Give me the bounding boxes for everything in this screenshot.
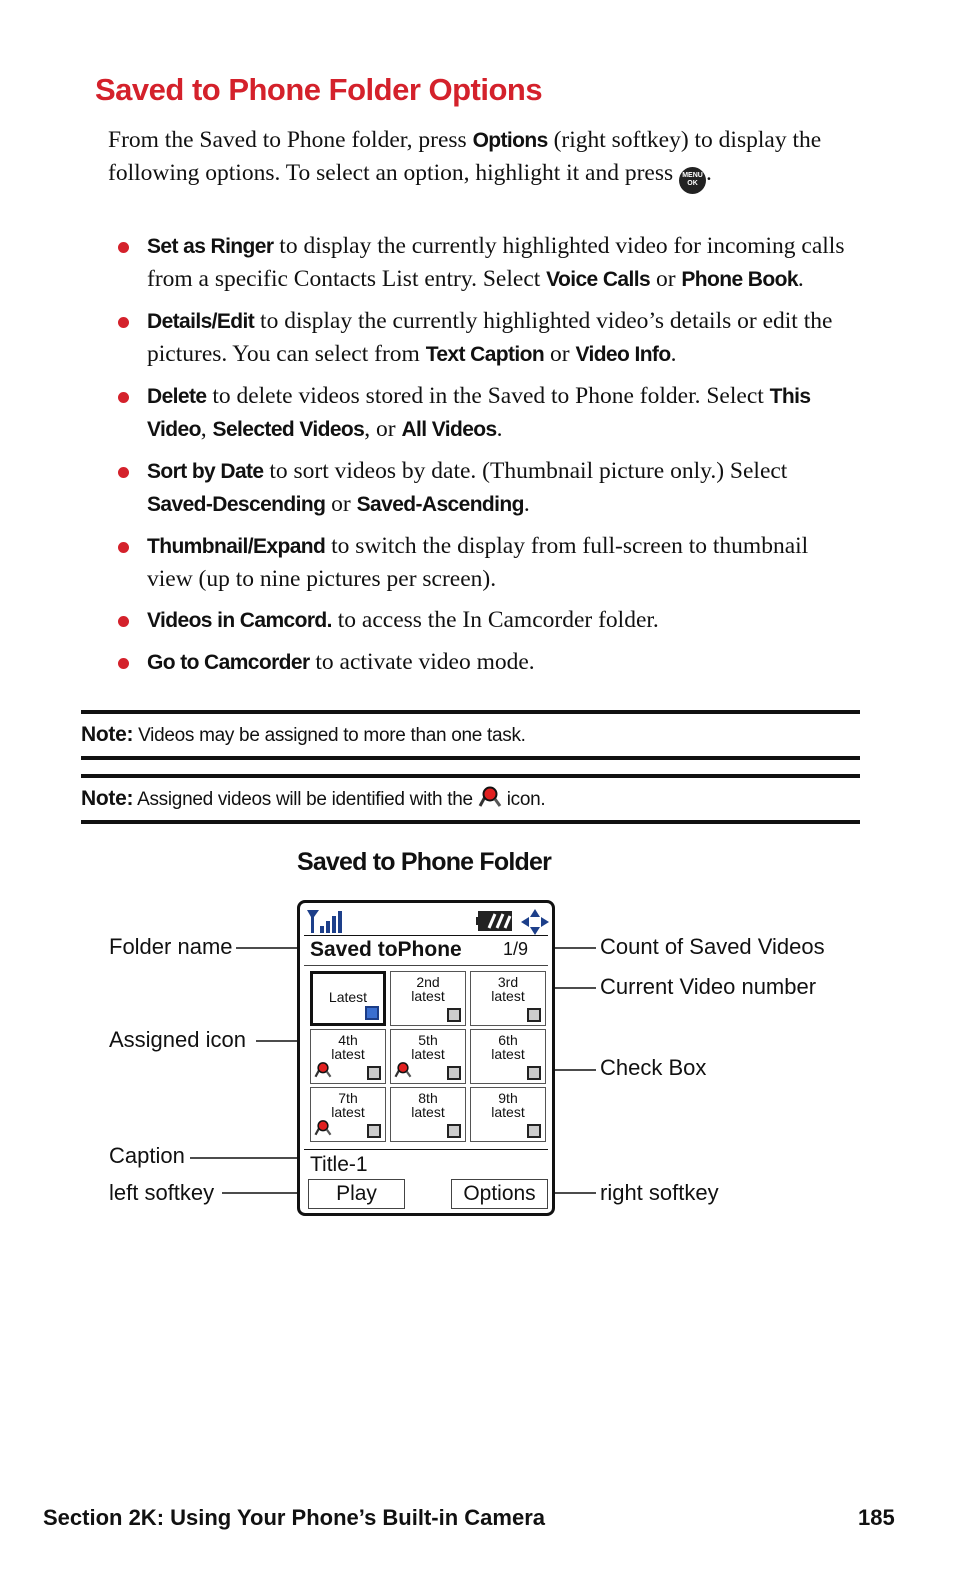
thumbnail-sublabel: latest <box>491 988 525 1004</box>
thumbnail-cell[interactable] <box>310 1087 386 1142</box>
option-term: This Video <box>147 385 811 441</box>
note-text: Assigned videos will be identified with the <box>133 789 478 810</box>
option-term: Go to Camcorder <box>147 651 310 674</box>
check-box[interactable] <box>447 1066 461 1080</box>
battery-icon <box>476 909 516 933</box>
right-softkey-button[interactable]: Options <box>451 1179 548 1209</box>
option-term: Phone Book <box>681 268 798 291</box>
option-text: . <box>496 416 503 442</box>
note-label: Note: <box>81 787 134 810</box>
check-box[interactable] <box>365 1006 379 1020</box>
note-text: icon. <box>501 789 546 810</box>
video-count: 1/9 <box>503 939 529 959</box>
check-box[interactable] <box>447 1124 461 1138</box>
option-text: , <box>200 416 213 442</box>
thumbnail-cell[interactable] <box>310 971 386 1026</box>
intro-text-2: (right softkey) to display the following options. To select an option, highlight it and press <box>108 127 822 186</box>
assigned-magnifier-icon <box>394 1061 412 1081</box>
page-heading: Saved to Phone Folder Options <box>95 72 543 107</box>
thumbnail-sublabel: latest <box>491 1046 525 1062</box>
option-text: to activate video mode. <box>309 649 535 675</box>
figure-title: Saved to Phone Folder <box>296 848 552 876</box>
thumbnail-cell[interactable] <box>470 1087 546 1142</box>
note-label: Note: <box>81 723 134 746</box>
option-term: Set as Ringer <box>147 235 274 258</box>
thumbnail-cell[interactable] <box>390 1087 466 1142</box>
option-term: Details/Edit <box>147 310 255 333</box>
menu-key-label-bottom: OK <box>687 180 698 187</box>
caption-divider <box>304 1149 548 1150</box>
check-box[interactable] <box>527 1008 541 1022</box>
thumbnail-cell[interactable] <box>390 1029 466 1084</box>
option-text: to display the currently highlighted video’s details or edit the pictures. You can select from <box>147 308 833 367</box>
callout-caption: Caption <box>109 1143 185 1168</box>
signal-strength-icon <box>306 907 348 935</box>
option-text: to switch the display from full-screen to thumbnail view (up to nine pictures per screen). <box>147 533 809 592</box>
option-text: to access the In Camcorder folder. <box>331 607 659 633</box>
thumbnail-label: 3rd <box>497 974 519 990</box>
menu-key-label-top: MENU <box>682 172 703 179</box>
option-text: . <box>523 491 530 517</box>
callout-current: Current Video number <box>600 974 817 999</box>
assigned-magnifier-icon <box>314 1119 332 1139</box>
check-box[interactable] <box>367 1066 381 1080</box>
thumbnail-cell[interactable] <box>470 971 546 1026</box>
thumbnail-label: 9th <box>498 1090 518 1106</box>
thumbnail-sublabel: latest <box>411 1046 445 1062</box>
screen-caption: Title-1 <box>310 1153 368 1176</box>
option-text: or <box>544 341 576 367</box>
thumbnail-cell[interactable] <box>390 971 466 1026</box>
callout-assigned-icon: Assigned icon <box>109 1027 246 1052</box>
option-text: , or <box>364 416 402 442</box>
option-text: or <box>325 491 357 517</box>
note-text: Videos may be assigned to more than one task. <box>133 725 526 746</box>
callout-folder-name: Folder name <box>109 934 233 959</box>
footer-page-number: 185 <box>858 1505 895 1530</box>
header-divider <box>304 965 548 966</box>
thumbnail-sublabel: latest <box>411 1104 445 1120</box>
option-text: or <box>650 266 682 292</box>
option-term: Sort by Date <box>147 460 264 483</box>
check-box[interactable] <box>527 1066 541 1080</box>
option-term: Thumbnail/Expand <box>147 535 326 558</box>
thumbnail-label: 2nd <box>416 974 440 990</box>
intro-text-3: . <box>706 160 712 186</box>
callout-check-box: Check Box <box>600 1055 707 1080</box>
intro-text-1: From the Saved to Phone folder, press <box>108 127 473 153</box>
screen-folder-name: Saved toPhone <box>310 938 462 961</box>
option-term: All Videos <box>401 418 497 441</box>
option-term: Selected Videos <box>212 418 365 441</box>
thumbnail-cell[interactable] <box>310 1029 386 1084</box>
thumbnail-label: 8th <box>418 1090 438 1106</box>
footer-section-title: Section 2K: Using Your Phone’s Built-in Camera <box>43 1505 546 1530</box>
option-term: Delete <box>147 385 207 408</box>
option-term: Video Info <box>575 343 671 366</box>
thumbnail-sublabel: latest <box>331 1046 365 1062</box>
thumbnail-label: 5th <box>418 1032 438 1048</box>
check-box[interactable] <box>367 1124 381 1138</box>
intro-options-term: Options <box>472 129 548 152</box>
thumbnail-cell[interactable] <box>470 1029 546 1084</box>
option-text: . <box>670 341 677 367</box>
thumbnail-sublabel: latest <box>331 1104 365 1120</box>
thumbnail-sublabel: latest <box>491 1104 525 1120</box>
option-text: to display the currently highlighted video for incoming calls from a specific Contacts List entry. Select <box>147 233 845 292</box>
check-box[interactable] <box>527 1124 541 1138</box>
callout-count: Count of Saved Videos <box>600 934 825 959</box>
option-term: Saved-Ascending <box>356 493 524 516</box>
option-term: Saved-Descending <box>147 493 326 516</box>
thumbnail-label: Latest <box>328 989 368 1005</box>
callout-right-softkey: right softkey <box>600 1180 719 1205</box>
option-term: Voice Calls <box>546 268 651 291</box>
phone-screen <box>297 900 555 1216</box>
option-term: Videos in Camcord. <box>147 609 332 632</box>
check-box[interactable] <box>447 1008 461 1022</box>
thumbnail-label: 6th <box>498 1032 518 1048</box>
title-divider <box>304 935 548 936</box>
option-text: . <box>797 266 804 292</box>
option-text: to delete videos stored in the Saved to Phone folder. Select <box>206 383 770 409</box>
navigation-arrows-icon <box>520 908 550 936</box>
callout-left-softkey: left softkey <box>109 1180 215 1205</box>
left-softkey-button[interactable]: Play <box>308 1179 405 1209</box>
assigned-magnifier-icon <box>314 1061 332 1081</box>
thumbnail-label: 7th <box>338 1090 358 1106</box>
thumbnail-label: 4th <box>338 1032 358 1048</box>
thumbnail-sublabel: latest <box>411 988 445 1004</box>
option-term: Text Caption <box>425 343 545 366</box>
option-text: to sort videos by date. (Thumbnail picture only.) Select <box>263 458 788 484</box>
